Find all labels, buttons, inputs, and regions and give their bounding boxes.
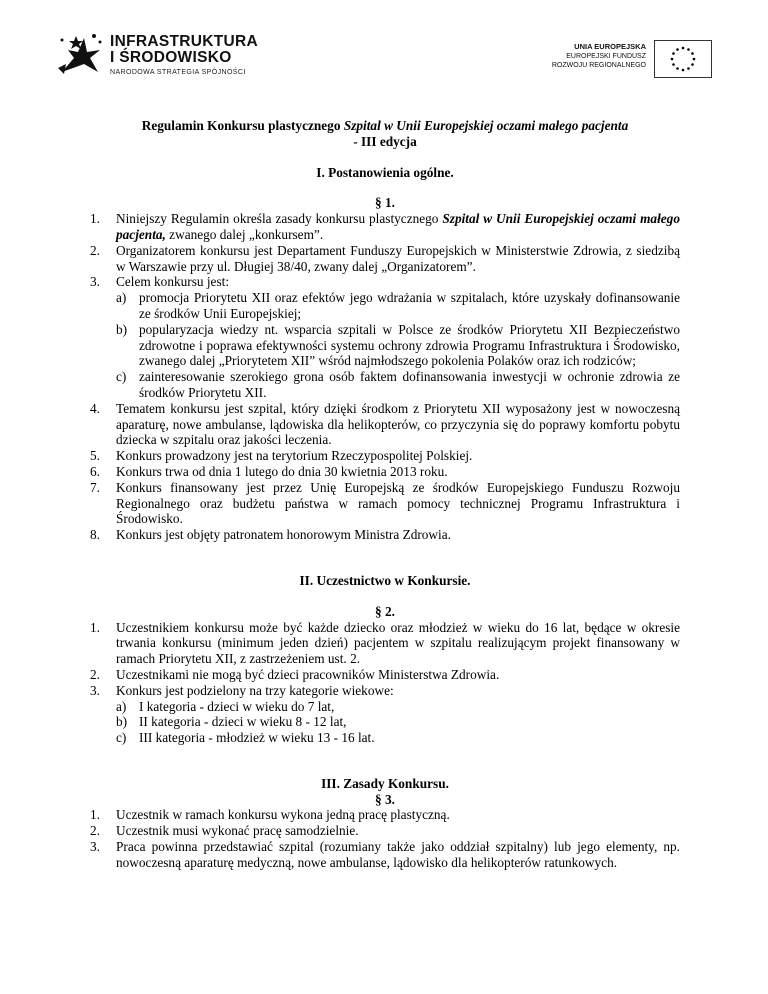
- list-item: 2. Uczestnik musi wykonać pracę samodzielnie.: [90, 823, 359, 839]
- list-item: 2. Organizatorem konkursu jest Departament Funduszy Europejskich w Ministerstwie Zdrowia, z siedzibą w Warszawie przy ul. Długiej 38/40, zwany dalej „Organizatorem”.: [90, 242, 680, 274]
- list-item: 2. Uczestnikami nie mogą być dzieci pracowników Ministerstwa Zdrowia.: [90, 666, 500, 682]
- infrastruktura-logo: [54, 28, 294, 83]
- section-3-list: [90, 807, 680, 870]
- sub-list-item: b) popularyzacja wiedzy nt. wsparcia szpitali w Polsce ze środków Priorytetu XII Bezpieczeństwo zdrowotne i poprawa efektywności systemu ochrony zdrowia Programu Infrastruktura i Środowisko, zwanego dalej „Priorytetem XII” wśród najmłodszego pokolenia Polaków oraz ich rodziców;: [116, 321, 680, 369]
- sub-list-item: a) I kategoria - dzieci w wieku do 7 lat,: [116, 698, 335, 714]
- list-item: 3. Praca powinna przedstawiać szpital (rozumiany także jako oddział szpitalny) lub jego elementy, np. nowoczesną aparaturę medyczną, nowe ambulanse, lądowisko dla helikopterów ratunkowych.: [90, 839, 680, 870]
- paragraph-2-sign: § 2.: [375, 603, 395, 619]
- logo-line-2: I ŚRODOWISKO: [110, 49, 232, 66]
- eu-flag-icon: [654, 40, 712, 78]
- section-1-heading: I. Postanowienia ogólne.: [316, 164, 454, 180]
- star-figure-logo-icon: [54, 28, 106, 80]
- regulation-document: [90, 118, 680, 871]
- eu-line-1: UNIA EUROPEJSKA: [574, 42, 646, 51]
- paragraph-3-sign: § 3.: [375, 791, 395, 807]
- list-item: 3. Celem konkursu jest: a) promocja Priorytetu XII oraz efektów jego wdrażania w szpitalach, które uzyskały dofinansowanie ze środków Unii Europejskiej; b) popularyzacja wiedzy nt. wsparcia szpitali w Polsce ze środków Priorytetu XII Bezpieczeństwo zdrowotne i poprawa efektywności systemu ochrony zdrowia Programu Infrastruktura i Środowisko, zwanego dalej „Priorytetem XII” wśród najmłodszego pokolenia Polaków oraz ich rodziców; c) zainteresowanie szerokiego grona osób faktem dofinansowania inwestycji w ochronie zdrowia ze środków Priorytetu XII.: [90, 274, 680, 400]
- list-item: 7. Konkurs finansowany jest przez Unię Europejską ze środków Europejskiego Funduszu Rozwoju Regionalnego oraz budżetu państwa w ramach pomocy technicznej Programu Infrastruktura i Środowisko.: [90, 479, 680, 527]
- section-1-list: [90, 211, 680, 543]
- list-item: 4. Tematem konkursu jest szpital, który dzięki środkom z Priorytetu XII wyposażony jest w nowoczesną aparaturę, nowe ambulanse, lądowiska dla helikopterów, co przyczynia się do poprawy komfortu pobytu dziecka w szpitalu oraz jakości leczenia.: [90, 400, 680, 448]
- list-item: 6. Konkurs trwa od dnia 1 lutego do dnia 30 kwietnia 2013 roku.: [90, 463, 448, 479]
- paragraph-1-sign: § 1.: [375, 195, 395, 211]
- sub-list-item: c) zainteresowanie szerokiego grona osób faktem dofinansowania inwestycji w ochronie zdrowia ze środków Priorytetu XII.: [116, 369, 680, 400]
- document-title-edition: - III edycja: [353, 133, 417, 149]
- sub-list-item: c) III kategoria - młodzież w wieku 13 - 16 lat.: [116, 730, 375, 746]
- eu-logo: [551, 40, 720, 78]
- logo-line-1: INFRASTRUKTURA: [110, 33, 258, 50]
- eu-line-2: EUROPEJSKI FUNDUSZ: [566, 52, 646, 60]
- list-item: 1. Niniejszy Regulamin określa zasady konkursu plastycznego Szpital w Unii Europejskiej oczami małego pacjenta, zwanego dalej „konkursem”.: [90, 211, 680, 242]
- list-item: 1. Uczestnik w ramach konkursu wykona jedną pracę plastyczną.: [90, 807, 450, 823]
- section-2-heading: II. Uczestnictwo w Konkursie.: [299, 572, 471, 588]
- document-title: Regulamin Konkursu plastycznego Szpital w Unii Europejskiej oczami małego pacjenta: [141, 118, 629, 133]
- list-item: 1. Uczestnikiem konkursu może być każde dziecko oraz młodzież w wieku do 16 lat, będące w okresie trwania konkursu (minimum jeden dzień) pacjentem w szpitalu realizującym projekt finansowany w ramach Priorytetu XII, z zastrzeżeniem ust. 2.: [90, 619, 680, 667]
- eu-line-3: ROZWOJU REGIONALNEGO: [551, 62, 646, 69]
- logo-subtitle: NARODOWA STRATEGIA SPÓJNOŚCI: [110, 69, 246, 76]
- list-item: 5. Konkurs prowadzony jest na terytorium Rzeczypospolitej Polskiej.: [90, 448, 473, 464]
- section-2-list: [90, 620, 680, 746]
- list-item: 3. Konkurs jest podzielony na trzy kategorie wiekowe: a) I kategoria - dzieci w wieku do 7 lat, b) II kategoria - dzieci w wieku 8 - 12 lat, c) III kategoria - młodzież w wieku 13 - 16 lat.: [90, 683, 680, 746]
- sub-list-item: a) promocja Priorytetu XII oraz efektów jego wdrażania w szpitalach, które uzyskały dofinansowanie ze środków Unii Europejskiej;: [116, 290, 680, 321]
- sub-list-item: b) II kategoria - dzieci w wieku 8 - 12 lat,: [116, 714, 347, 730]
- list-item: 8. Konkurs jest objęty patronatem honorowym Ministra Zdrowia.: [90, 527, 451, 543]
- section-3-heading: III. Zasady Konkursu.: [321, 775, 449, 791]
